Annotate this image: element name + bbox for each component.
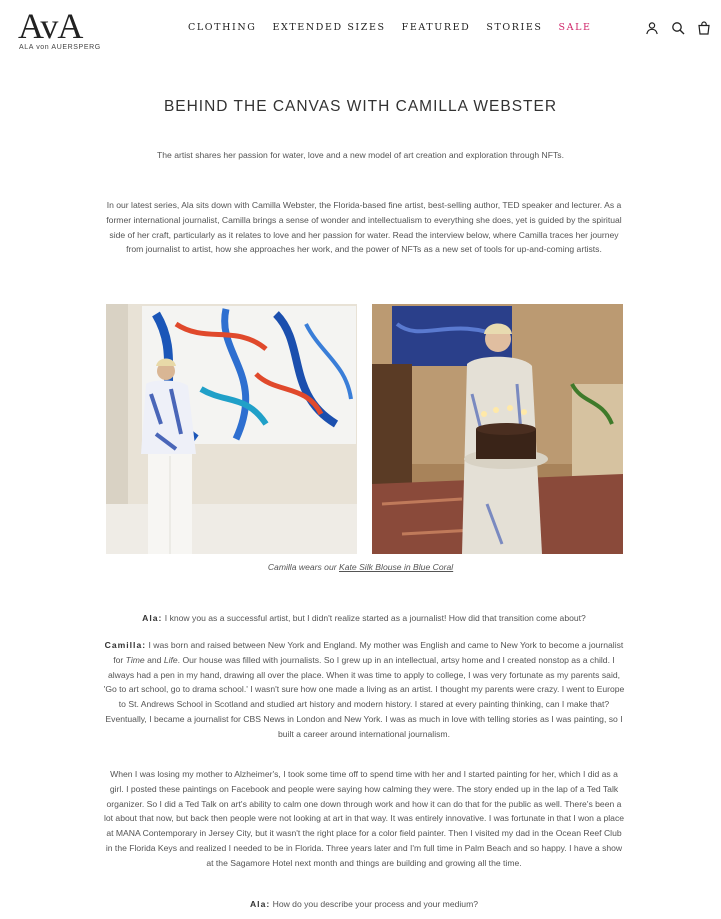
photo-camilla-cake: [372, 304, 623, 554]
logo-mark: AvA: [18, 6, 83, 46]
main-nav: [188, 22, 608, 33]
search-icon[interactable]: [671, 21, 685, 35]
nav-extended-sizes[interactable]: EXTENDED SIZES: [272, 22, 386, 33]
photo-camilla-painting-image: [106, 304, 357, 554]
account-icon[interactable]: [645, 21, 659, 35]
cart-icon[interactable]: [697, 21, 711, 35]
site-header: [0, 0, 721, 60]
nav-stories[interactable]: STORIES: [486, 22, 543, 33]
magazine-life: Life: [163, 654, 178, 665]
header-icons: [645, 21, 711, 35]
magazine-time: Time: [125, 654, 145, 665]
logo-subtitle: ALA von AUERSPERG: [19, 44, 101, 51]
answer-1: [103, 638, 625, 742]
speaker-ala-2: Ala:: [249, 899, 271, 909]
answer-1-text-b: . Our house was filled with journalists. So I grew up in an intellectual, artsy home and I created nonstop as a child. I always had a pen in my hand, drawing all over the place. When it was time to apply to college, I was very fortunate as my parents said, 'Go to art school, go to drama school.' I wasn't sure how one made a living as an artist. I thought my parents were crazy. I went to Europe to St. Andrews School in Scotland and studied art history and modern history. I stared at every painting thinking, can I make that? Eventually, I became a journalist for CBS News in London and New York. I was as much in love with telling stories as I was painting, so I built a career around international journalism.: [103, 654, 625, 739]
brand-logo[interactable]: [18, 6, 101, 52]
photo-camilla-cake-image: [372, 304, 623, 554]
question-2: [103, 897, 625, 912]
answer-1-and: and: [144, 654, 164, 665]
question-1: [103, 611, 625, 626]
question-1-text: I know you as a successful artist, but I didn't realize started as a journalist! How did that transition come about?: [162, 613, 586, 623]
article-intro: In our latest series, Ala sits down with Camilla Webster, the Florida-based fine artist, best-selling author, TED speaker and lecturer. As a former international journalist, Camilla brings a sense of wonder and intellectualism to everything she does, yet is guided by the spiritual side of her craft, particularly as it relates to love and her passion for water. Read the interview below, where Camilla traces her journey from journalist to artist, how she approaches her work, and the power of NFTs as a new set of tools for up-and-coming artists.: [106, 200, 622, 255]
nav-sale[interactable]: SALE: [558, 22, 592, 33]
speaker-camilla: Camilla:: [104, 640, 147, 650]
article-title: BEHIND THE CANVAS WITH CAMILLA WEBSTER: [163, 98, 558, 115]
nav-clothing[interactable]: CLOTHING: [188, 22, 257, 33]
nav-featured[interactable]: FEATURED: [401, 22, 471, 33]
answer-1-text-a: I was born and raised between New York and England. My mother was English and came to New York to become a journalist for: [113, 640, 624, 665]
photo-camilla-painting: [106, 304, 357, 554]
kate-silk-blouse-link[interactable]: Kate Silk Blouse in Blue Coral: [339, 562, 454, 572]
article-subtitle: The artist shares her passion for water, love and a new model of art creation and exploration through NFTs.: [157, 150, 564, 160]
question-2-text: How do you describe your process and your medium?: [270, 899, 479, 909]
photo-caption: [0, 562, 721, 572]
answer-1-continued: When I was losing my mother to Alzheimer's, I took some time off to spend time with her and I started painting for her, which I did as a girl. I posted these paintings on Facebook and people were saying how calming they were. The story ended up in the lap of a Ted Talk organizer. So I did a Ted Talk on art's ability to calm one down through work and how it can do that for the public as well. There's been a lot about that now, but back then people were not looking at art in that way. It was entirely innovative. I was fortunate in that I won a place at MANA Contemporary in Jersey City, but it wasn't the right place for a color field painter. Then I visited my dad in the Ocean Reef Club in the Florida Keys and realized I needed to be in Florida. Three years later and I'm full time in Palm Beach and so happy. I have a show at the Sagamore Hotel next month and things are building and growing all the time.: [103, 769, 625, 868]
speaker-ala: Ala:: [142, 613, 163, 623]
caption-text: Camilla wears our: [267, 562, 339, 572]
